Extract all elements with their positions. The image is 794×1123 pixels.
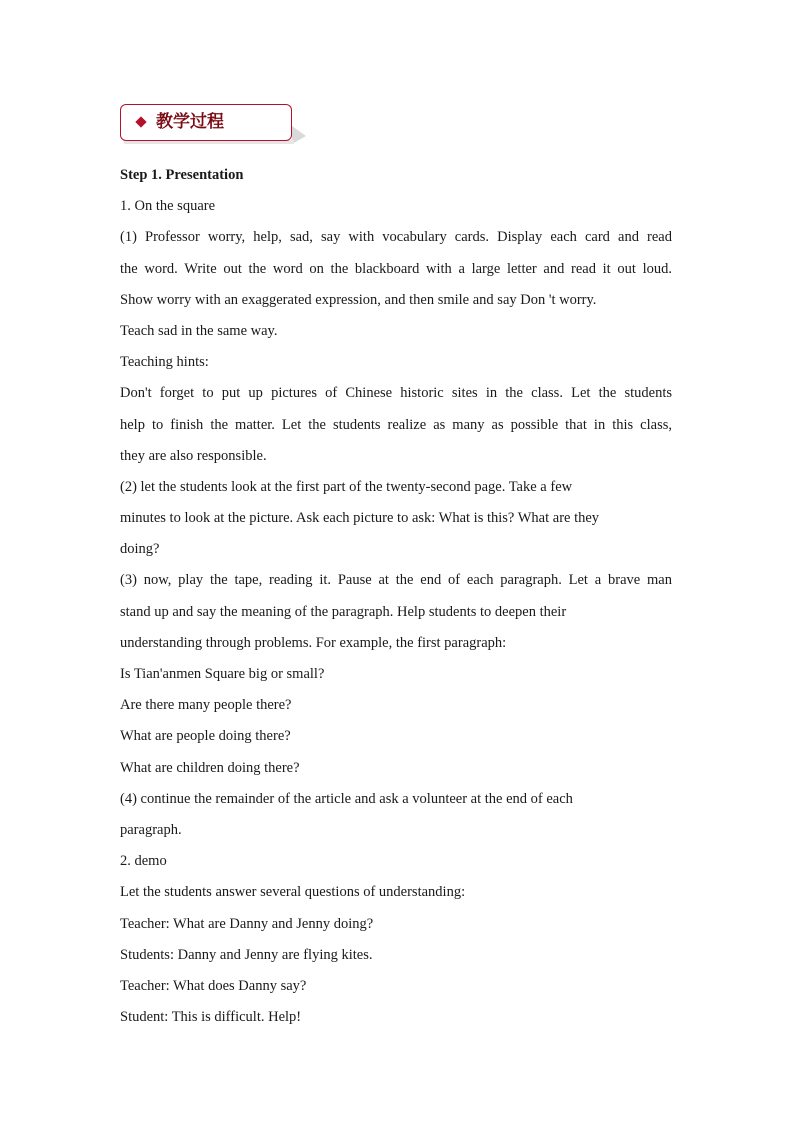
text-line: Don't forget to put up pictures of Chinese historic sites in the class. Let the students <box>120 385 672 402</box>
text-line: doing? <box>120 541 160 558</box>
text-line: 1. On the square <box>120 198 216 215</box>
text-line: Teaching hints: <box>120 354 209 371</box>
text-line: stand up and say the meaning of the paragraph. Help students to deepen their <box>120 603 567 620</box>
text-line: Teacher: What are Danny and Jenny doing? <box>120 915 374 932</box>
text-line: minutes to look at the picture. Ask each picture to ask: What is this? What are they <box>120 510 600 527</box>
text-line: (3) now, play the tape, reading it. Pause at the end of each paragraph. Let a brave man <box>120 572 672 589</box>
text-line: (4) continue the remainder of the article and ask a volunteer at the end of each <box>120 790 573 807</box>
text-line: paragraph. <box>120 821 182 838</box>
text-line: Students: Danny and Jenny are flying kites. <box>120 946 373 963</box>
lesson-body <box>120 160 672 1033</box>
text-line: What are children doing there? <box>120 759 300 776</box>
text-line: Student: This is difficult. Help! <box>120 1009 302 1026</box>
section-title: 教学过程 <box>156 112 224 132</box>
text-line: Are there many people there? <box>120 697 292 714</box>
text-line: they are also responsible. <box>120 447 267 464</box>
text-line: Teach sad in the same way. <box>120 322 278 339</box>
text-line: 2. demo <box>120 853 167 870</box>
text-line: Teacher: What does Danny say? <box>120 977 307 994</box>
text-line: Is Tian'anmen Square big or small? <box>120 666 325 682</box>
text-line: Show worry with an exaggerated expression, and then smile and say Don 't worry. <box>120 291 597 308</box>
text-line: the word. Write out the word on the blackboard with a large letter and read it out loud. <box>120 260 672 277</box>
step-heading: Step 1. Presentation <box>120 167 244 183</box>
text-line: (1) Professor worry, help, sad, say with vocabulary cards. Display each card and read <box>120 229 672 246</box>
text-line: Let the students answer several questions of understanding: <box>120 884 466 901</box>
text-line: (2) let the students look at the first part of the twenty-second page. Take a few <box>120 478 573 495</box>
text-line: What are people doing there? <box>120 728 291 745</box>
text-line: help to finish the matter. Let the students realize as many as possible that in this class, <box>120 416 672 433</box>
text-line: understanding through problems. For example, the first paragraph: <box>120 634 507 651</box>
section-header-tab <box>120 104 306 144</box>
